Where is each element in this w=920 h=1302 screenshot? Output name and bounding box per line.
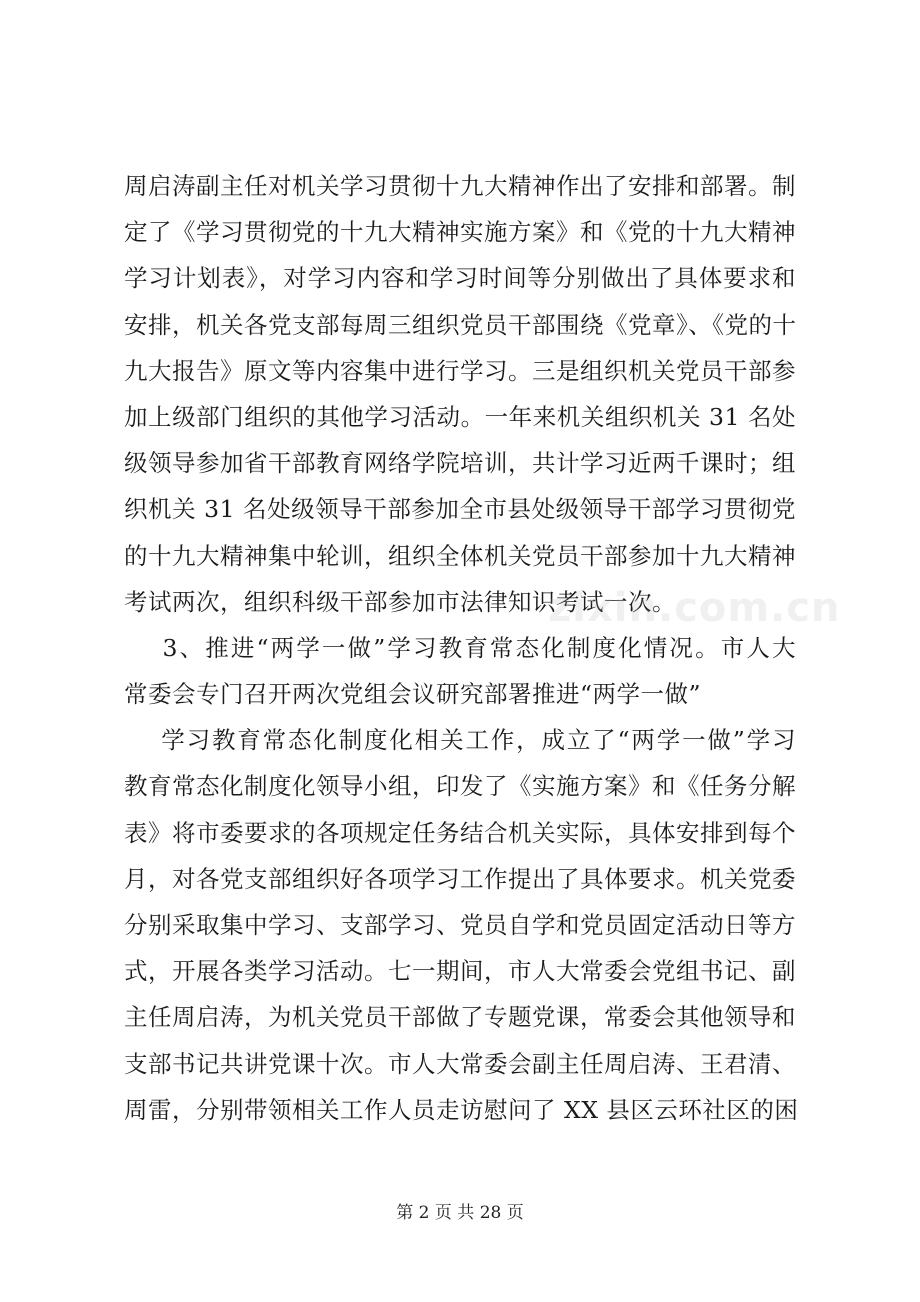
text-line: 加上级部门组织的其他学习活动。一年来机关组织机关 31 名处 (124, 402, 796, 431)
page-number: 第 2 页 共 28 页 (396, 1203, 524, 1223)
text-line: 主任周启涛，为机关党员干部做了专题党课，常委会其他领导和 (124, 1003, 796, 1032)
text-line: 级领导参加省干部教育网络学院培训，共计学习近两千课时；组 (124, 449, 796, 478)
text-line: 周启涛副主任对机关学习贯彻十九大精神作出了安排和部署。制 (124, 172, 796, 200)
text-line: 表》将市委要求的各项规定任务结合机关实际，具体安排到每个 (124, 818, 796, 847)
text-line: 月，对各党支部组织好各项学习工作提出了具体要求。机关党委 (124, 864, 796, 893)
text-line: 安排，机关各党支部每周三组织党员干部围绕《党章》、《党的十 (124, 310, 797, 339)
text-line: 九大报告》原文等内容集中进行学习。三是组织机关党员干部参 (124, 356, 796, 385)
text-line: 考试两次，组织科级干部参加市法律知识考试一次。 (124, 587, 676, 616)
body-text (124, 163, 799, 1133)
text-line: 织机关 31 名处级领导干部参加全市县处级领导干部学习贯彻党 (124, 495, 796, 524)
text-line: 3、推进“两学一做”学习教育常态化制度化情况。市人大 (124, 633, 796, 662)
text-line: 的十九大精神集中轮训，组织全体机关党员干部参加十九大精神 (124, 541, 796, 570)
text-line: 常委会专门召开两次党组会议研究部署推进“两学一做” (124, 680, 702, 709)
text-line: 定了《学习贯彻党的十九大精神实施方案》和《党的十九大精神 (124, 218, 796, 247)
text-line: 教育常态化制度化领导小组，印发了《实施方案》和《任务分解 (124, 772, 796, 801)
text-line: 周雷，分别带领相关工作人员走访慰问了 XX 县区云环社区的困 (124, 1095, 799, 1124)
text-line: 学习计划表》，对学习内容和学习时间等分别做出了具体要求和 (124, 264, 796, 293)
watermark: zixin.com.cn (548, 585, 841, 631)
text-line: 式，开展各类学习活动。七一期间，市人大常委会党组书记、副 (124, 957, 796, 986)
text-line: 分别采取集中学习、支部学习、党员自学和党员固定活动日等方 (124, 911, 796, 939)
text-line: 学习教育常态化制度化相关工作，成立了“两学一做”学习 (124, 726, 796, 755)
text-line: 支部书记共讲党课十次。市人大常委会副主任周启涛、王君清、 (124, 1049, 796, 1078)
